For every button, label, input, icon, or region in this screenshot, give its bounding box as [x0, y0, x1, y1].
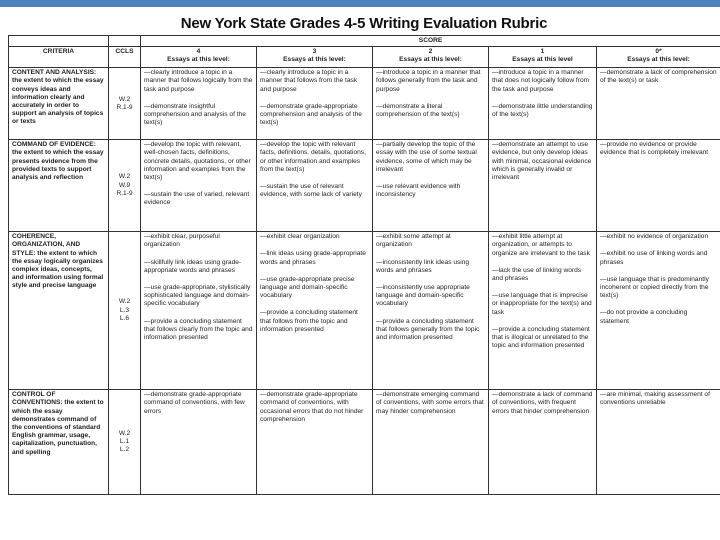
level-number: 3 [312, 48, 317, 56]
descriptor: —exhibit no evidence of organization [600, 233, 709, 241]
blank-header-cell [109, 36, 141, 47]
descriptor: —lack the use of linking words and phrases [492, 266, 582, 283]
descriptor: —exhibit no use of linking words and phrases [600, 250, 708, 266]
descriptor: —demonstrate little understanding of the text(s) [492, 102, 593, 119]
criteria-cell [9, 68, 109, 140]
descriptor: —partially develop the topic of the essay with the use of some textual evidence, some of which may be irrelevant [376, 141, 477, 173]
ccls-cell [109, 68, 141, 140]
ccls-standard: R.1-9 [116, 103, 133, 111]
level-header-row [9, 47, 720, 68]
descriptor: —exhibit some attempt at organization [376, 233, 451, 249]
level-number: 0* [655, 48, 662, 56]
descriptor: —exhibit clear, purposeful organization [144, 233, 220, 249]
ccls-standard: W.2 [118, 173, 131, 181]
ccls-cell [109, 232, 141, 390]
descriptor: —inconsistently use appropriate language and domain-specific vocabulary [376, 284, 470, 308]
criteria-heading: CONTENT AND ANALYSIS: [12, 69, 97, 77]
score-cell [373, 140, 489, 232]
criteria-header: CRITERIA [9, 47, 109, 68]
score-cell [141, 390, 257, 495]
score-cell [141, 68, 257, 140]
ccls-standard: L.1 [119, 438, 130, 446]
score-cell [141, 232, 257, 390]
level-header [257, 47, 373, 68]
rubric-table [8, 35, 720, 495]
score-cell [489, 390, 597, 495]
descriptor: —use language that is predominantly incoherent or copied directly from the text(s) [600, 275, 709, 300]
ccls-standard: L.6 [119, 314, 130, 322]
criteria-cell [9, 390, 109, 495]
descriptor: —inconsistently link ideas using words and phrases [376, 258, 470, 274]
descriptor: —demonstrate an attempt to use evidence, but only develop ideas with minimal, occasional evidence which is generally invalid or irrelevant [492, 141, 592, 182]
descriptor: —provide no evidence or provide evidence that is completely irrelevant [600, 141, 709, 157]
descriptor: —exhibit little attempt at organization, or attempts to organize are irrelevant to the task [492, 233, 590, 257]
descriptor: —use grade-appropriate precise language and domain-specific vocabulary [260, 275, 355, 300]
level-header [597, 47, 720, 68]
descriptor: —demonstrate grade-appropriate command of conventions, with occasional errors that do not hinder comprehension [260, 391, 364, 423]
criteria-description: the extent to which the essay demonstrates command of the conventions of standard English grammar, usage, capitalization, punctuation, and spelling [12, 399, 104, 456]
level-header [141, 47, 257, 68]
criteria-heading: COMMAND OF EVIDENCE: [12, 141, 96, 149]
ccls-standard: W.9 [118, 181, 131, 189]
descriptor: —demonstrate a literal comprehension of the text(s) [376, 102, 460, 119]
ccls-header: CCLS [109, 47, 141, 68]
score-cell [489, 232, 597, 390]
level-number: 1 [540, 48, 545, 56]
descriptor: —do not provide a concluding statement [600, 309, 688, 325]
level-number: 4 [196, 48, 201, 56]
level-header [373, 47, 489, 68]
ccls-standard: L.3 [119, 306, 130, 314]
level-header [489, 47, 597, 68]
level-label: Essays at this level: [399, 56, 462, 64]
rubric-row [9, 390, 720, 495]
descriptor: —introduce a topic in a manner that does not logically follow from the task and purpose [492, 69, 590, 93]
descriptor: —use grade-appropriate, stylistically sophisticated language and domain-specific vocabulary [144, 284, 251, 308]
descriptor: —develop the topic with relevant facts, definitions, details, quotations, or other information and examples from the text(s) [260, 141, 366, 173]
ccls-standard: W.2 [118, 298, 131, 306]
score-cell [489, 68, 597, 140]
score-cell [141, 140, 257, 232]
descriptor: —demonstrate emerging command of conventions, with some errors that may hinder comprehension [376, 391, 484, 415]
descriptor: —exhibit clear organization [260, 233, 340, 241]
blank-header-cell [9, 36, 109, 47]
score-cell [373, 232, 489, 390]
descriptor: —develop the topic with relevant, well-chosen facts, definitions, concrete details, quotations, or other information and examples from the text(s) [144, 141, 251, 182]
score-header: SCORE [141, 36, 720, 47]
descriptor: —link ideas using grade-appropriate words and phrases [260, 250, 366, 266]
criteria-cell [9, 232, 109, 390]
score-cell [597, 140, 720, 232]
level-label: Essays at this level: [627, 56, 690, 64]
criteria-cell [9, 140, 109, 232]
descriptor: —use relevant evidence with inconsistency [376, 183, 461, 199]
rubric-row [9, 68, 720, 140]
criteria-description: the extent to which the essay logically organizes complex ideas, concepts, and information using formal style and precise language [12, 249, 104, 290]
criteria-heading: COHERENCE, ORGANIZATION, AND STYLE: [12, 233, 81, 257]
rubric-slide [8, 12, 720, 486]
score-cell [597, 68, 720, 140]
descriptor: —sustain the use of relevant evidence, with some lack of variety [260, 183, 362, 199]
level-label: Essays at this level [512, 56, 573, 64]
ccls-standard: W.2 [118, 95, 131, 103]
descriptor: —provide a concluding statement that follows generally from the topic and information presented [376, 317, 480, 342]
descriptor: —clearly introduce a topic in a manner that follows logically from the task and purpose [144, 69, 253, 93]
descriptor: —provide a concluding statement that follows from the topic and information presented [260, 309, 358, 333]
score-cell [257, 232, 373, 390]
criteria-description: the extent to which the essay conveys ideas and information clearly and accurately in order to support an analysis of topics or texts [12, 77, 104, 126]
descriptor: —demonstrate grade-appropriate command of conventions, with few errors [144, 391, 245, 415]
descriptor: —sustain the use of varied, relevant evidence [144, 191, 250, 207]
top-accent-bar [0, 0, 720, 7]
ccls-cell [109, 390, 141, 495]
page-title: New York State Grades 4-5 Writing Evaluation Rubric [180, 15, 548, 32]
descriptor: —demonstrate a lack of command of conventions, with frequent errors that hinder comprehension [492, 391, 593, 415]
criteria-heading: CONTROL OF CONVENTIONS: [12, 391, 63, 407]
descriptor: —skillfully link ideas using grade-appropriate words and phrases [144, 258, 242, 274]
descriptor: —clearly introduce a topic in a manner that follows from the task and purpose [260, 69, 358, 93]
descriptor: —demonstrate insightful comprehension and analysis of the text(s) [144, 102, 246, 127]
descriptor: —use language that is imprecise or inappropriate for the text(s) and task [492, 292, 592, 316]
score-cell [489, 140, 597, 232]
descriptor: —demonstrate a lack of comprehension of the text(s) or task [600, 69, 717, 85]
rubric-row [9, 140, 720, 232]
ccls-standard: L.2 [119, 446, 130, 454]
ccls-standard: W.2 [118, 429, 131, 437]
score-header-row [9, 36, 720, 47]
ccls-cell [109, 140, 141, 232]
score-cell [373, 390, 489, 495]
descriptor: —demonstrate grade-appropriate comprehension and analysis of the text(s) [260, 102, 362, 127]
level-label: Essays at this level: [283, 56, 346, 64]
score-cell [257, 68, 373, 140]
score-cell [373, 68, 489, 140]
level-number: 2 [428, 48, 433, 56]
descriptor: —provide a concluding statement that follows clearly from the topic and information presented [144, 317, 253, 342]
descriptor: —are minimal, making assessment of conventions unreliable [600, 391, 710, 407]
score-cell [597, 232, 720, 390]
ccls-standard: R.1-9 [116, 189, 133, 197]
score-cell [257, 140, 373, 232]
score-cell [257, 390, 373, 495]
criteria-description: the extent to which the essay presents evidence from the provided texts to support analysis and reflection [12, 149, 104, 182]
level-label: Essays at this level: [167, 56, 230, 64]
score-cell [597, 390, 720, 495]
descriptor: —introduce a topic in a manner that follows generally from the task and purpose [376, 69, 481, 93]
descriptor: —provide a concluding statement that is illogical or unrelated to the topic and information presented [492, 325, 590, 350]
rubric-row [9, 232, 720, 390]
